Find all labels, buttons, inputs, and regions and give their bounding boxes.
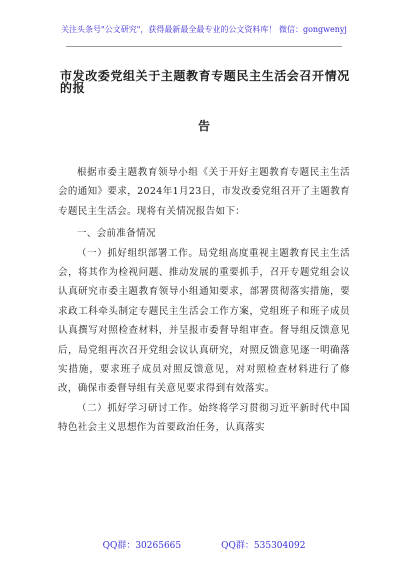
header-banner: 关注头条号"公文研究"，获得最新最全最专业的公文资料库！ 微信：gongwenyj <box>61 25 347 34</box>
footer-qq-group-2: QQ群：535304092 <box>221 541 306 551</box>
footer-banner <box>0 538 408 551</box>
footer-qq-group-1: QQ群：30265665 <box>102 541 182 551</box>
body-paragraph: （一）抓好组织部署工作。局党组高度重视主题教育民主生活会，将其作为检视问题、推动发展的重要抓手，召开专题党组会议认真研究市委主题教育领导小组通知要求，部署贯彻落实措施，要求政工科牵头制定专题民主生活会工作方案，党组班子和班子成员认真撰写对照检查材料，并呈报市委督导组审查。督导组反馈意见后，局党组再次召开党组会议认真研究，对照反馈意见逐一明确落实措施，要求班子成员对照反馈意见，对对照检查材料进行了修改，确保市委督导组有关意见要求得到有效落实。 <box>58 247 350 395</box>
intro-paragraph: 根据市委主题教育领导小组《关于开好主题教育专题民主生活会的通知》要求，2024年1月23日，市发改委党组召开了主题教育专题民主生活会。现将有关情况报告如下： <box>58 167 350 217</box>
document-title-continuation: 告 <box>197 119 210 133</box>
document-title: 市发改委党组关于主题教育专题民主生活会召开情况的报 <box>60 69 350 95</box>
document-body <box>58 163 350 438</box>
body-paragraph: （二）抓好学习研讨工作。始终将学习贯彻习近平新时代中国特色社会主义思想作为首要政治任务，认真落实 <box>58 402 350 434</box>
section-heading: 一、会前准备情况 <box>77 228 156 240</box>
header-divider <box>66 46 342 47</box>
